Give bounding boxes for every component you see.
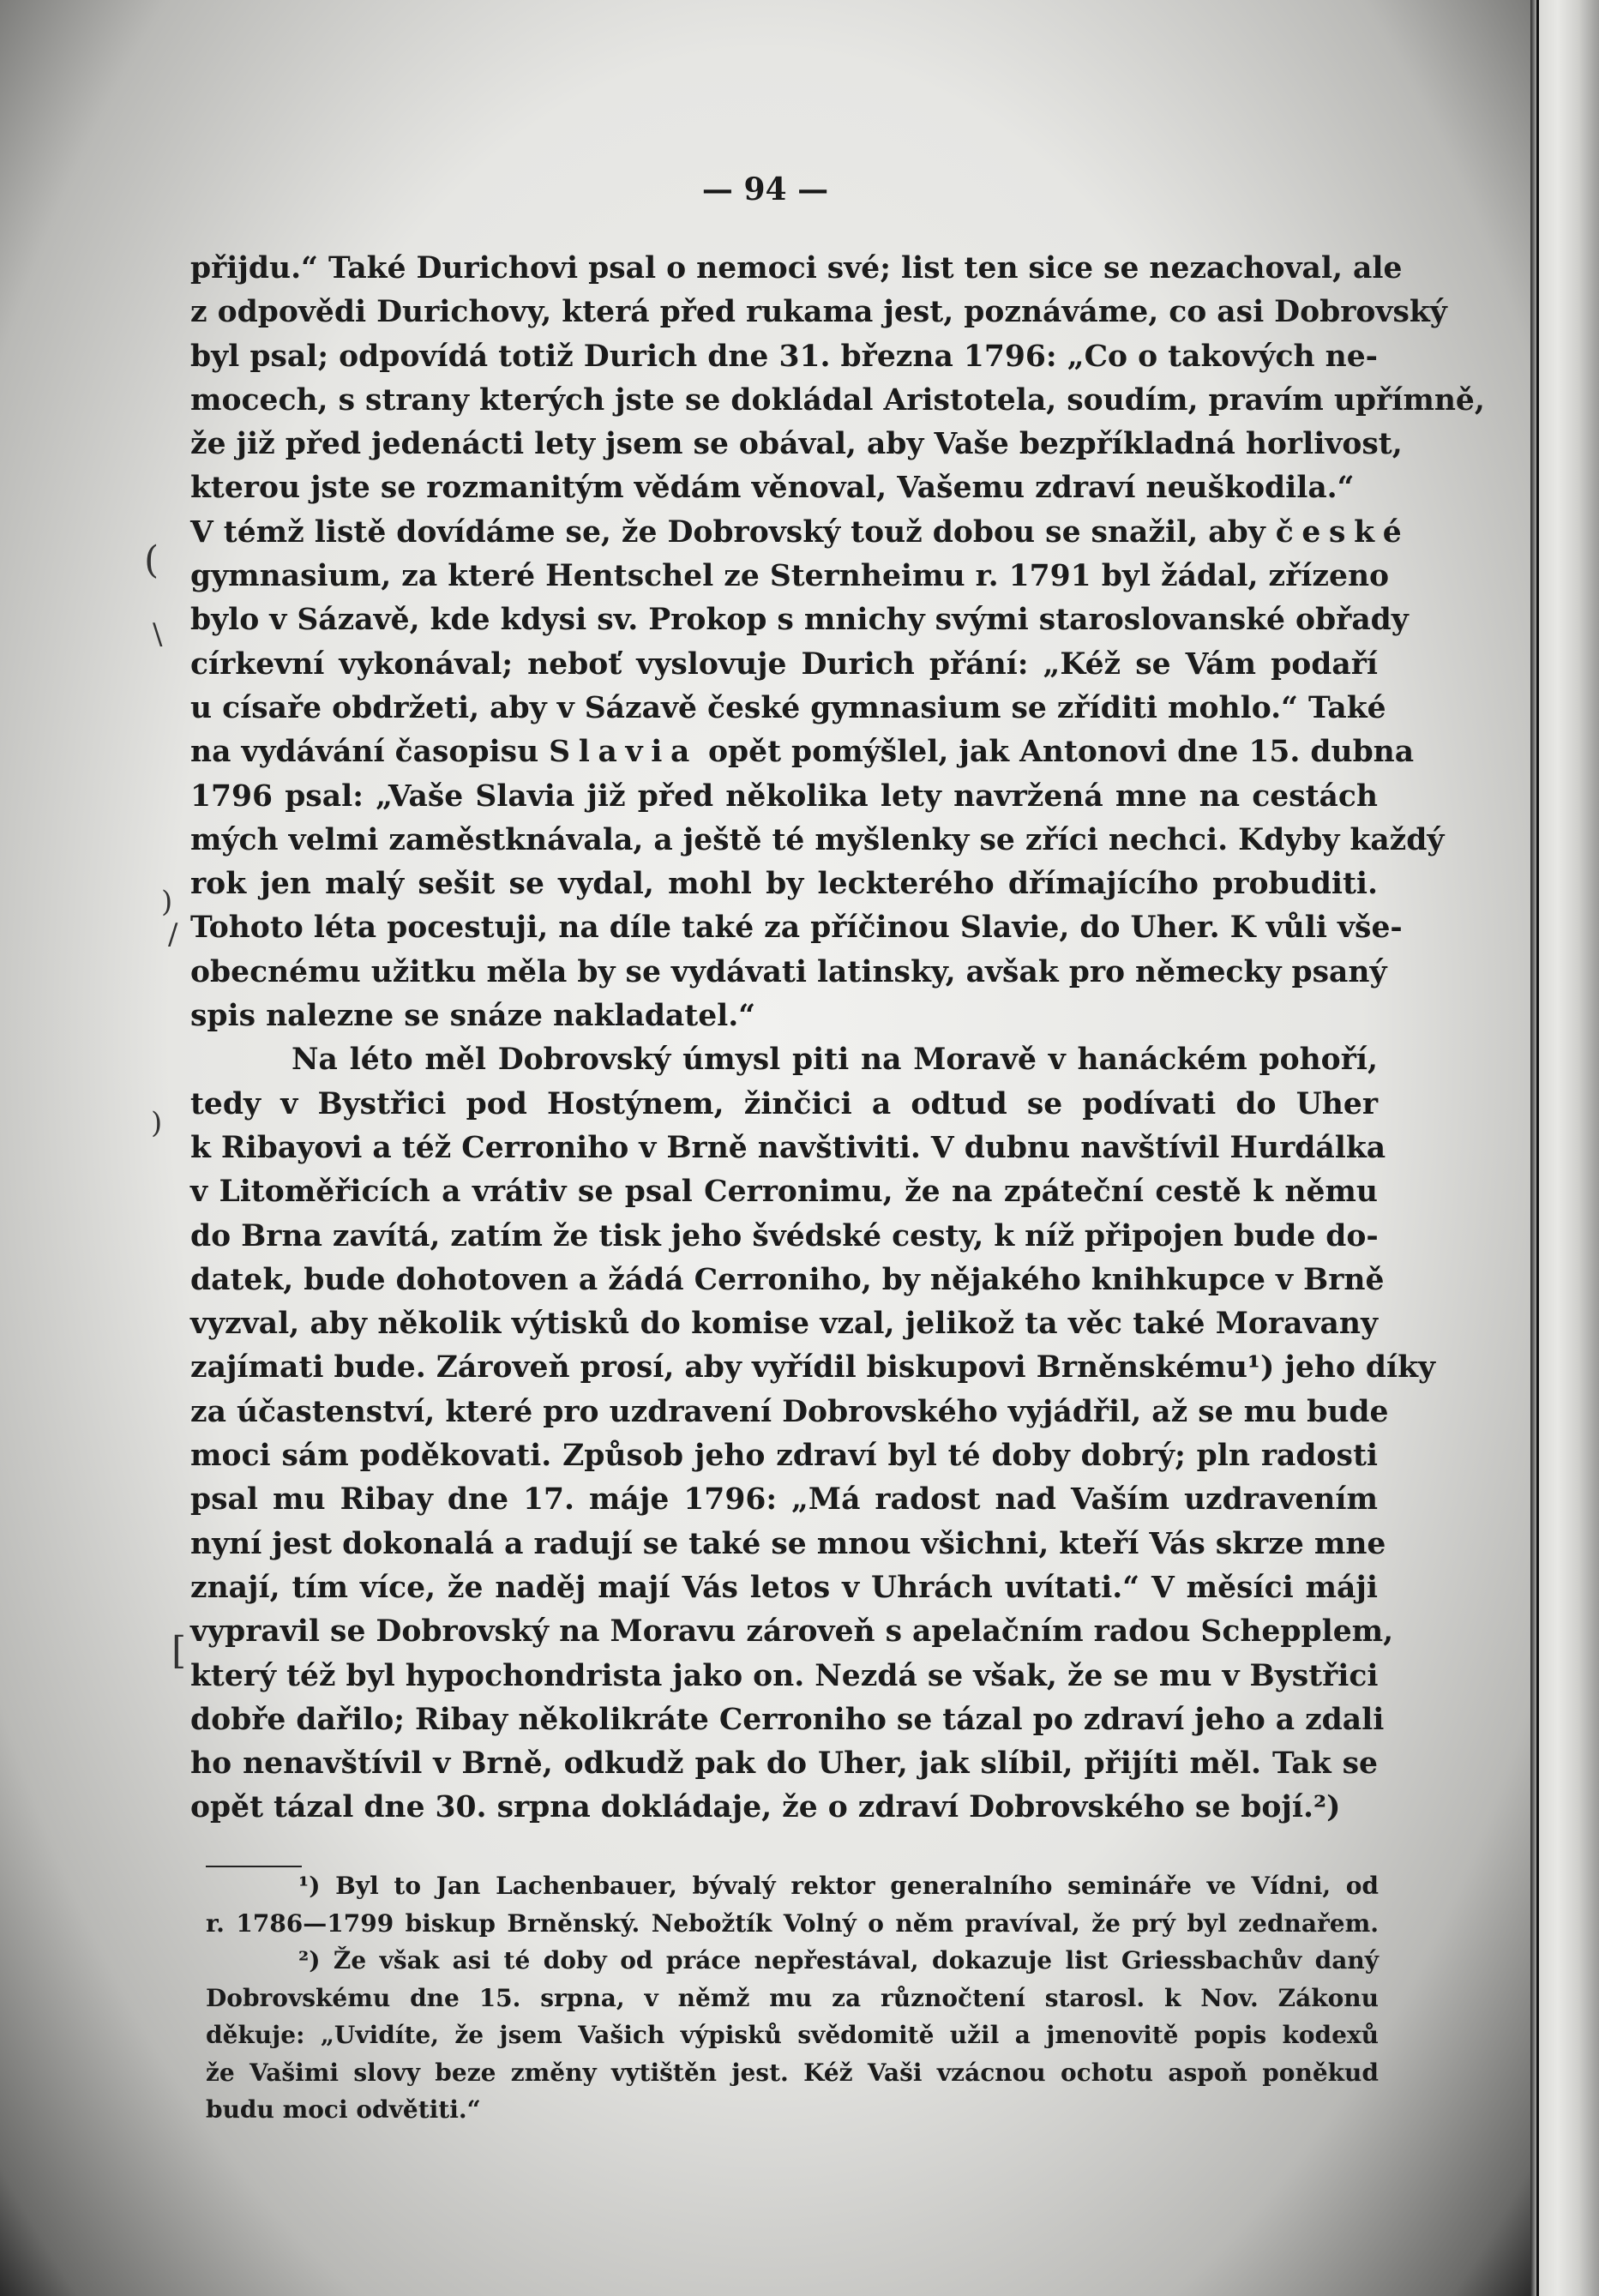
margin-pencil-mark: ) [161,885,173,919]
margin-pencil-mark: ( [144,538,159,582]
body-line: datek, bude dohotoven a žádá Cerroniho, by nějakého knihkupce v Brně [190,1262,1385,1297]
footnote-line: Dobrovskému dne 15. srpna, v němž mu za různočtení starosl. k Nov. Zákonu [206,1983,1379,2012]
body-line: ho nenavštívil v Brně, odkudž pak do Uher, jak slíbil, přijíti měl. Tak se [190,1746,1378,1782]
binding-edge-line [1536,0,1539,2296]
body-line: mých velmi zaměstknávala, a ještě té myšlenky se zříci nechci. Kdyby každý [190,822,1445,857]
body-line: který též byl hypochondrista jako on. Nezdá se však, že se mu v Bystřici [190,1658,1379,1693]
footnote-line: r. 1786—1799 biskup Brněnský. Nebožtík Volný o něm pravíval, že prý byl zednařem. [206,1908,1379,1938]
footnote-line: budu moci odvětiti.“ [206,2095,481,2124]
body-line: církevní vykonával; neboť vyslovuje Durich přání: „Kéž se Vám podaří [190,646,1378,682]
body-line: dobře dařilo; Ribay několikráte Cerroniho se tázal po zdraví jeho a zdali [190,1702,1385,1737]
margin-pencil-mark: [ [171,1629,187,1673]
margin-pencil-mark: ) [151,1106,163,1140]
body-line: na vydávání časopisu Slavia opět pomýšlel, jak Antonovi dne 15. dubna [190,735,1415,770]
body-line: v Litoměřicích a vrátiv se psal Cerronimu, že na zpáteční cestě k němu [190,1175,1378,1210]
body-line: bylo v Sázavě, kde kdysi sv. Prokop s mnichy svými staroslovanské obřady [190,603,1409,638]
body-line: moci sám poděkovati. Způsob jeho zdraví byl té doby dobrý; pln radosti [190,1439,1378,1474]
body-line: nyní jest dokonalá a radují se také se mnou všichni, kteří Vás skrze mne [190,1526,1386,1561]
body-line: psal mu Ribay dne 17. máje 1796: „Má radost nad Vaším uzdravením [190,1482,1378,1518]
body-line: gymnasium, za které Hentschel ze Sternheimu r. 1791 byl žádal, zřízeno [190,559,1390,594]
body-line: do Brna zavítá, zatím že tisk jeho švédské cesty, k níž připojen bude do- [190,1218,1379,1253]
footnote-line: že Vašimi slovy beze změny vytištěn jest. Kéž Vaši vzácnou ochotu aspoň poněkud [206,2058,1379,2087]
body-line: obecnému užitku měla by se vydávati latinsky, avšak pro německy psaný [190,954,1387,989]
body-line: že již před jedenácti lety jsem se obával, aby Vaše bezpříkladná horlivost, [190,427,1403,462]
body-line: opět tázal dne 30. srpna dokládaje, že o zdraví Dobrovského se bojí.²) [190,1790,1341,1825]
body-line: přijdu.“ Také Durichovi psal o nemoci své; list ten sice se nezachoval, ale [190,251,1403,285]
body-line: u císaře obdržeti, aby v Sázavě české gymnasium se zříditi mohlo.“ Také [190,690,1386,725]
footnote-line: děkuje: „Uvidíte, že jsem Vašich výpisků svědomitě užil a jmenovitě popis kodexů [206,2021,1379,2049]
binding-edge [1530,0,1599,2296]
body-line: zajímati bude. Zároveň prosí, aby vyřídil biskupovi Brněnskému¹) jeho díky [190,1350,1436,1385]
body-line: kterou jste se rozmanitým vědám věnoval, Vašemu zdraví neuškodila.“ [190,471,1355,506]
body-line: V témž listě dovídáme se, že Dobrovský touž dobou se snažil, aby české [190,514,1410,550]
body-line: z odpovědi Durichovy, která před rukama jest, poznáváme, co asi Dobrovský [190,295,1447,330]
footnote-line: ²) Že však asi té doby od práce nepřestával, dokazuje list Griessbachův daný [298,1946,1379,1974]
body-line: vypravil se Dobrovský na Moravu zároveň s apelačním radou Schepplem, [190,1614,1394,1650]
body-line: rok jen malý sešit se vydal, mohl by leckterého dřímajícího probuditi. [190,867,1378,902]
page-number: — 94 — [701,171,829,207]
body-line: mocech, s strany kterých jste se dokládal Aristotela, soudím, pravím upřímně, [190,382,1485,418]
body-line: byl psal; odpovídá totiž Durich dne 31. března 1796: „Co o takových ne- [190,339,1378,374]
footnotes [206,1867,1379,2129]
body-line: tedy v Bystřici pod Hostýnem, žinčici a odtud se podívati do Uher [190,1086,1378,1121]
body-line: Tohoto léta pocestuji, na díle také za příčinou Slavie, do Uher. K vůli vše- [190,911,1403,946]
paragraph-start-line: Na léto měl Dobrovský úmysl piti na Moravě v hanáckém pohoří, [292,1043,1378,1078]
emphasized-slavia: Slavia [549,735,699,770]
body-line: za účastenství, které pro uzdravení Dobrovského vyjádřil, až se mu bude [190,1394,1389,1429]
footnote-line: ¹) Byl to Jan Lachenbauer, bývalý rektor generalního semináře ve Vídni, od [298,1872,1379,1900]
body-line: vyzval, aby několik výtisků do komise vzal, jelikož ta věc také Moravany [190,1307,1378,1342]
body-line: spis nalezne se snáze nakladatel.“ [190,999,756,1034]
margin-pencil-mark: \ [153,617,163,652]
body-line: k Ribayovi a též Cerroniho v Brně navštiviti. V dubnu navštívil Hurdálka [190,1130,1386,1165]
body-text [190,247,1485,1830]
body-line: 1796 psal: „Vaše Slavia již před několika lety navržená mne na cestách [190,778,1378,814]
margin-pencil-mark: / [168,917,178,952]
body-line: znají, tím více, že naděj mají Vás letos v Uhrách uvítati.“ V měsíci máji [190,1570,1378,1605]
emphasized-ceske: české [1275,514,1410,550]
